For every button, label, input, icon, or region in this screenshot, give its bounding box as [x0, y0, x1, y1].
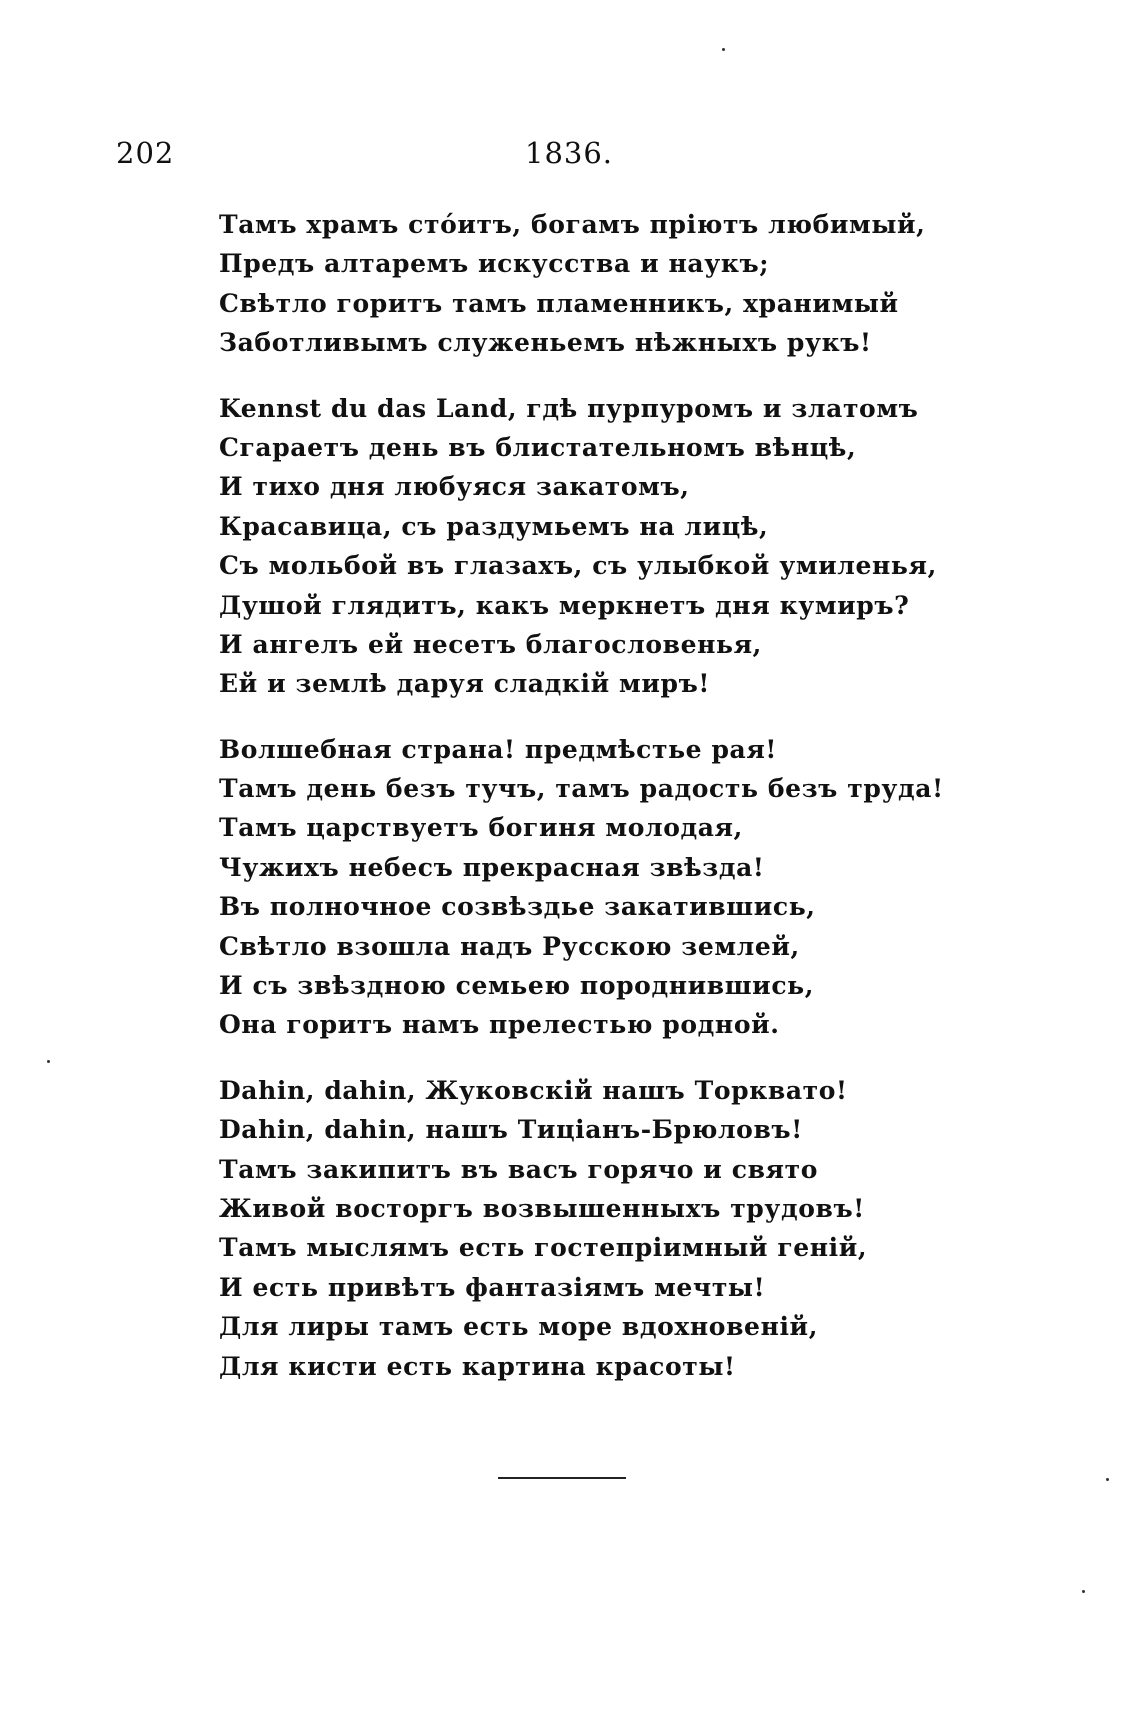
poem-line: Для кисти есть картина красоты! — [219, 1351, 736, 1381]
poem-body — [219, 205, 1079, 1412]
poem-line: Свѣтло взошла надъ Русскою землей, — [219, 931, 800, 961]
stanza — [219, 730, 1079, 1045]
poem-line: Тамъ храмъ стóитъ, богамъ пріютъ любимый, — [219, 210, 926, 239]
poem-line: Dahin, dahin, нашъ Тиціанъ-Брюловъ! — [219, 1115, 803, 1145]
paper-speck — [47, 1060, 50, 1063]
closing-rule — [498, 1477, 626, 1479]
poem-line: Тамъ царствуетъ богиня молодая, — [219, 813, 743, 843]
poem-line: Сгараетъ день въ блистательномъ вѣнцѣ, — [219, 432, 857, 462]
poem-line: Ей и землѣ даруя сладкій миръ! — [219, 669, 710, 699]
stanza — [219, 205, 1079, 363]
poem-line: Въ полночное созвѣздье закатившись, — [219, 892, 816, 922]
poem-line: Предъ алтаремъ искусства и наукъ; — [219, 249, 770, 279]
stanza — [219, 389, 1079, 704]
poem-line: Заботливымъ служеньемъ нѣжныхъ рукъ! — [219, 328, 872, 358]
paper-speck — [722, 48, 725, 51]
poem-line: Съ мольбой въ глазахъ, съ улыбкой умиленья, — [219, 551, 937, 581]
poem-line: Для лиры тамъ есть море вдохновеній, — [219, 1312, 819, 1342]
poem-line: Тамъ закипитъ въ васъ горячо и свято — [219, 1154, 818, 1184]
poem-line: Живой восторгъ возвышенныхъ трудовъ! — [219, 1193, 865, 1223]
poem-line: Dahin, dahin, Жуковскій нашъ Торквато! — [219, 1075, 848, 1105]
paper-speck — [1082, 1590, 1085, 1593]
poem-line: И ангелъ ей несетъ благословенья, — [219, 629, 762, 659]
poem-line: И съ звѣздною семьею породнившись, — [219, 971, 815, 1001]
poem-line: Чужихъ небесъ прекрасная звѣзда! — [219, 852, 765, 882]
poem-line: И есть привѣтъ фантазіямъ мечты! — [219, 1272, 766, 1302]
poem-line: Тамъ мыслямъ есть гостепріимный геній, — [219, 1233, 868, 1263]
paper-speck — [1106, 1478, 1109, 1481]
poem-line: Волшебная страна! предмѣстье рая! — [219, 734, 777, 764]
running-header-year: 1836. — [525, 136, 614, 170]
poem-line: Kennst du das Land, гдѣ пурпуромъ и златомъ — [219, 393, 919, 423]
poem-line: И тихо дня любуяся закатомъ, — [219, 472, 690, 502]
poem-line: Тамъ день безъ тучъ, тамъ радость безъ труда! — [219, 774, 944, 804]
poem-line: Душой глядитъ, какъ меркнетъ дня кумиръ? — [219, 590, 910, 620]
page-number: 202 — [116, 136, 175, 170]
poem-line: Она горитъ намъ прелестью родной. — [219, 1010, 780, 1040]
stanza — [219, 1071, 1079, 1386]
poem-line: Свѣтло горитъ тамъ пламенникъ, хранимый — [219, 288, 899, 318]
poem-line: Красавица, съ раздумьемъ на лицѣ, — [219, 511, 769, 541]
